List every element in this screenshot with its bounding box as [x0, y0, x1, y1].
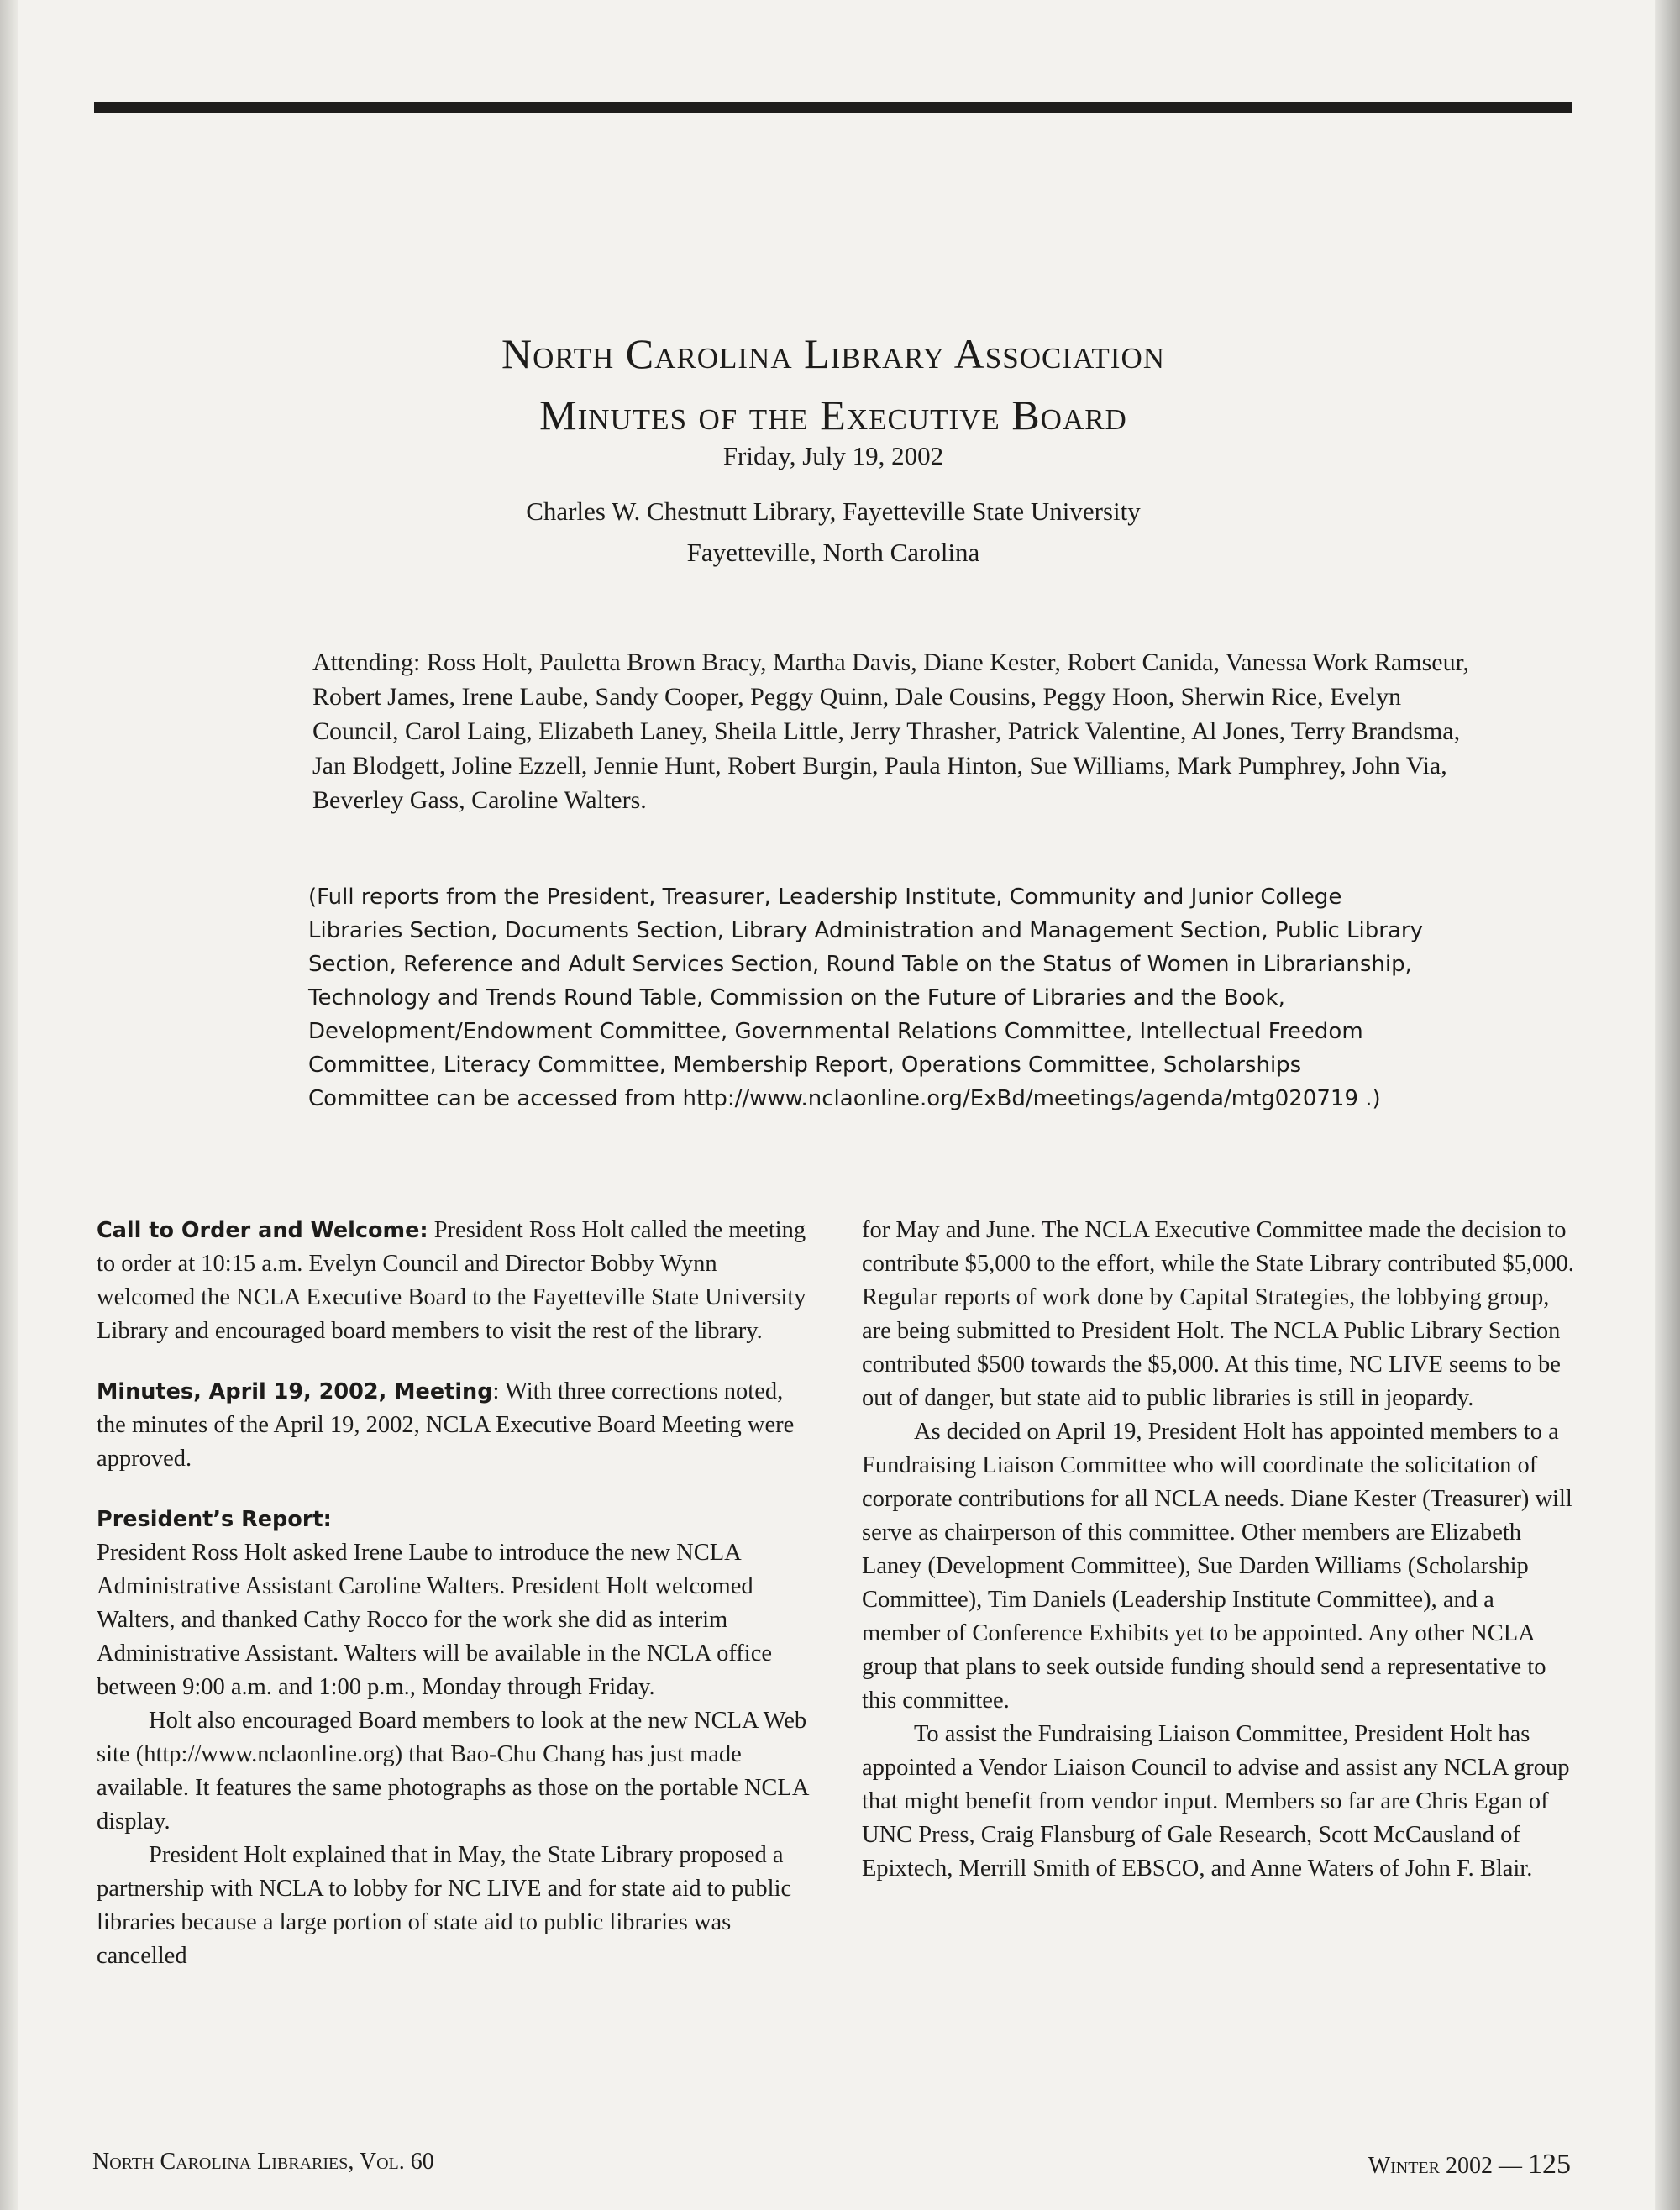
- presidents-report-heading: [97, 1503, 811, 1536]
- minutes-heading: Minutes, April 19, 2002, Meeting: [97, 1379, 493, 1404]
- minutes-paragraph: [97, 1375, 811, 1476]
- right-column: [862, 1214, 1576, 1886]
- right-column-p2: As decided on April 19, President Holt has appointed members to a Fundraising Liaison Committee who will coordinate the solicitation of corporate contributions for all NCLA needs. Diane Kester (Treasurer) will serve as chairperson of this committee. Other members are Elizabeth Laney (Development Committee), Sue Darden Williams (Scholarship Committee), Tim Daniels (Leadership Institute Committee), and a member of Conference Exhibits yet to be appointed. Any other NCLA group that plans to seek outside funding should send a representative to this committee.: [862, 1419, 1572, 1714]
- meeting-location-line2: Fayetteville, North Carolina: [686, 538, 980, 567]
- right-column-p1: for May and June. The NCLA Executive Committee made the decision to contribute $5,000 to the effort, while the State Library contributed $5,000. Regular reports of work done by Capital Strategies, the lobbying group, are being submitted to President Holt. The NCLA Public Library Section contributed $500 towards the $5,000. At this time, NC LIVE seems to be out of danger, but state aid to public libraries is still in jeopardy.: [862, 1217, 1574, 1411]
- header-rule: [94, 102, 1572, 113]
- call-to-order-paragraph: [97, 1214, 811, 1348]
- presidents-report-p2: Holt also encouraged Board members to look at the new NCLA Web site (http://www.nclaonline.org) that Bao-Chu Chang has just made available. It features the same photographs as those on the portable NCLA display.: [97, 1708, 808, 1835]
- document-title-line1: North Carolina Library Association: [501, 329, 1165, 377]
- presidents-report-p1: President Ross Holt asked Irene Laube to introduce the new NCLA Administrative Assistant Caroline Walters. President Holt welcomed Walters, and thanked Cathy Rocco for the work she did as interim Administrative Assistant. Walters will be available in the NCLA office between 9:00 a.m. and 1:00 p.m., Monday through Friday.: [97, 1540, 772, 1700]
- left-column: [97, 1214, 811, 1973]
- reports-note: (Full reports from the President, Treasurer, Leadership Institute, Community and Junior College Libraries Section, Documents Section, Library Administration and Management Section, Public Library Section, Reference and Adult Services Section, Round Table on the Status of Women in Librarianship, Technology and Trends Round Table, Commission on the Future of Libraries and the Book, Development/Endowment Committee, Governmental Relations Committee, Intellectual Freedom Committee, Literacy Committee, Membership Report, Operations Committee, Scholarships Committee can be accessed from http://www.nclaonline.org/ExBd/meetings/agenda/mtg020719 .): [308, 885, 1423, 1111]
- page-number: 125: [1528, 2149, 1571, 2180]
- call-to-order-text: President Ross Holt called the meeting to order at 10:15 a.m. Evelyn Council and Director Bobby Wynn welcomed the NCLA Executive Board to the Fayetteville State University Library and encouraged board members to visit the rest of the library.: [97, 1217, 806, 1344]
- right-column-p3: To assist the Fundraising Liaison Committee, President Holt has appointed a Vendor Liaison Council to advise and assist any NCLA group that might benefit from vendor input. Members so far are Chris Egan of UNC Press, Craig Flansburg of Gale Research, Scott McCausland of Epixtech, Merrill Smith of EBSCO, and Anne Waters of John F. Blair.: [862, 1721, 1570, 1882]
- footer-issue-text: Winter 2002 —: [1368, 2153, 1522, 2179]
- meeting-date: Friday, July 19, 2002: [722, 441, 944, 470]
- attendance-list: Attending: Ross Holt, Pauletta Brown Bracy, Martha Davis, Diane Kester, Robert Canida, Vanessa Work Ramseur, Robert James, Irene Laube, Sandy Cooper, Peggy Quinn, Dale Cousins, Peggy Hoon, Sherwin Rice, Evelyn Council, Carol Laing, Elizabeth Laney, Sheila Little, Jerry Thrasher, Patrick Valentine, Al Jones, Terry Brandsma, Jan Blodgett, Joline Ezzell, Jennie Hunt, Robert Burgin, Paula Hinton, Sue Williams, Mark Pumphrey, John Via, Beverley Gass, Caroline Walters.: [312, 648, 1469, 814]
- page-edge-left: [0, 0, 18, 2210]
- minutes-text: : With three corrections noted, the minutes of the April 19, 2002, NCLA Executive Board Meeting were approved.: [97, 1378, 795, 1472]
- page-edge-right: [1655, 0, 1680, 2210]
- document-title-line2: Minutes of the Executive Board: [539, 391, 1127, 438]
- call-to-order-heading: Call to Order and Welcome:: [97, 1218, 428, 1243]
- presidents-report-p3: President Holt explained that in May, the State Library proposed a partnership with NCLA to lobby for NC LIVE and for state aid to public libraries because a large portion of state aid to public libraries was cancelled: [97, 1842, 792, 1969]
- presidents-report-heading-text: President’s Report:: [97, 1507, 332, 1532]
- meeting-location-line1: Charles W. Chestnutt Library, Fayetteville State University: [526, 496, 1141, 526]
- footer-journal: North Carolina Libraries, Vol. 60: [92, 2149, 434, 2175]
- footer-issue: [1368, 2150, 1571, 2179]
